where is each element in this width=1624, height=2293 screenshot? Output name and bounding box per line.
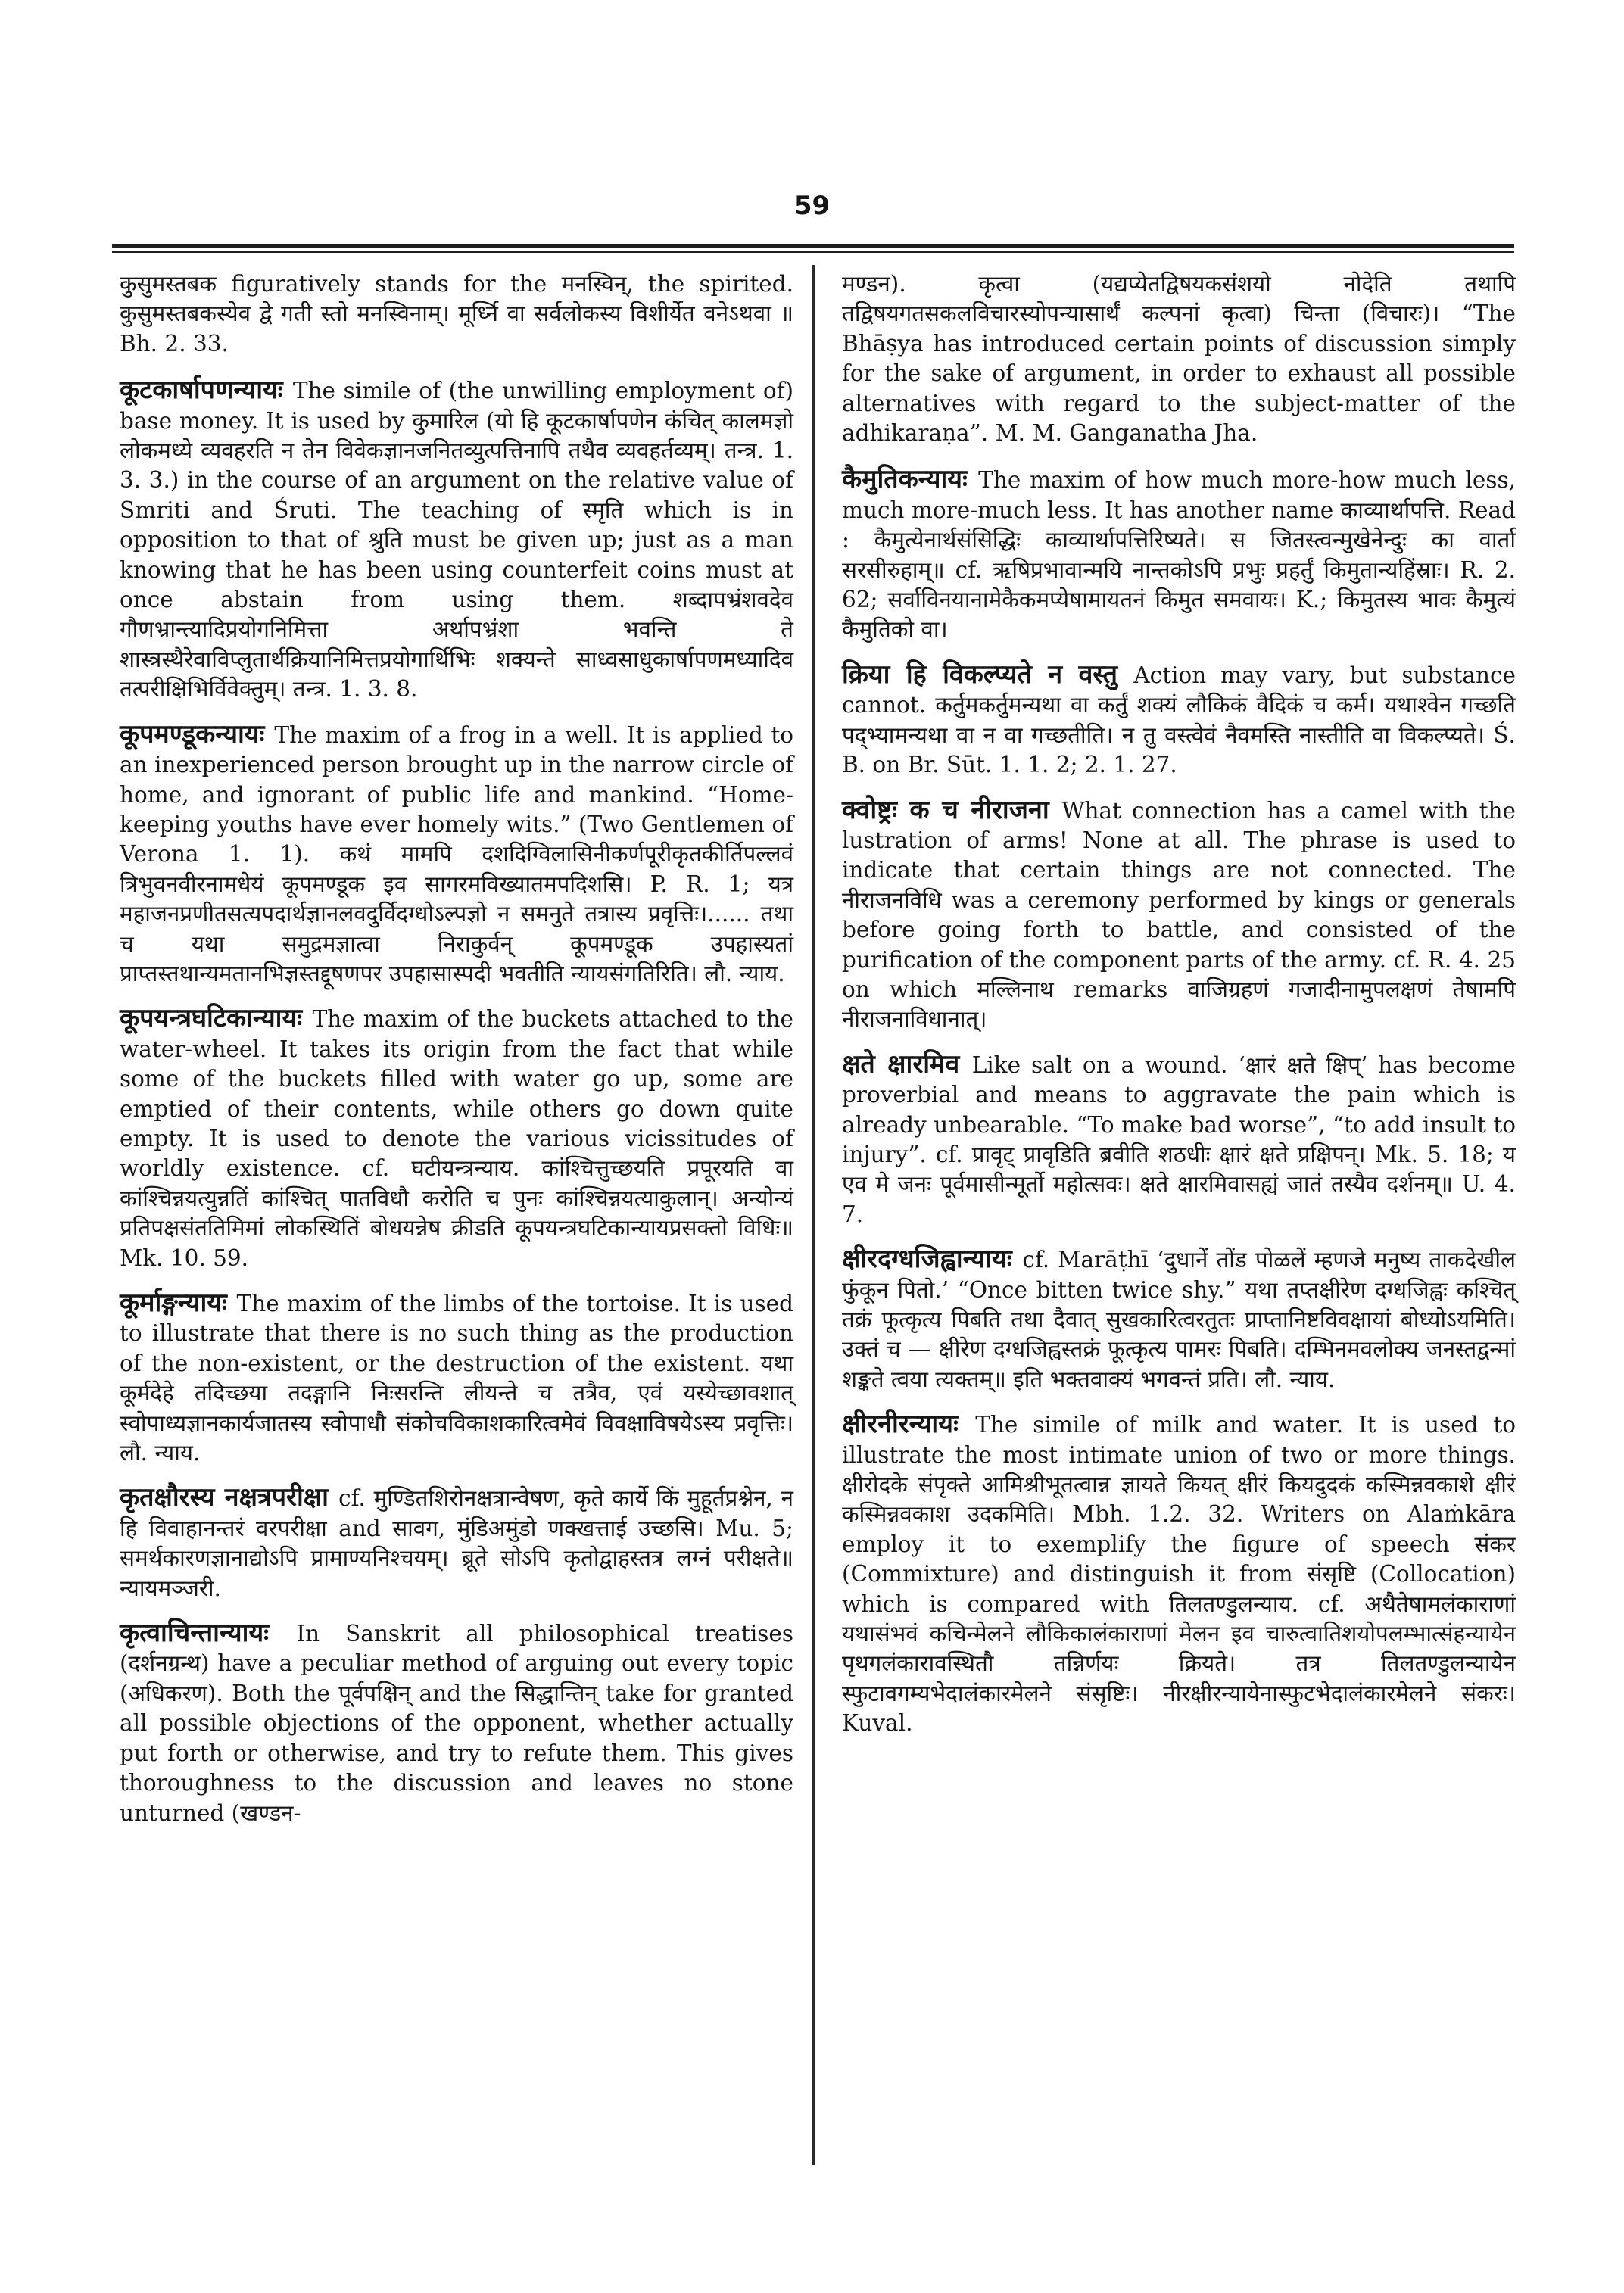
entry-continuation bbox=[120, 269, 793, 359]
dictionary-entry bbox=[842, 1410, 1516, 1738]
entry-text: मण्डन). कृत्वा (यद्यप्येतद्विषयकसंशयो नोदेति तथापि तद्विषयगतसकलविचारस्योपन्यासार्थं कल्पनां कृत्वा) चिन्ता (विचारः)। “The Bhāṣya has introduced certain points of discussion simply for the sake of argument, in order to exhaust all possible alternatives with regard to the subject-matter of the adhikaraṇa”. M. M. Ganganatha Jha. bbox=[842, 271, 1516, 447]
entry-headword: कैमुतिकन्यायः bbox=[842, 464, 979, 495]
entry-text: What connection has a camel with the lustration of arms! None at all. The phrase is used to indicate that certain things are not connected. The नीराजनविधि was a ceremony performed by kings or generals before going forth to battle, and consisted of the purification of the component parts of the army. cf. R. 4. 25 on which मल्लिनाथ remarks वाजिग्रहणं गजादीनामुपलक्षणं तेषामपि नीराजनाविधानात्। bbox=[842, 797, 1516, 1033]
entry-text: Like salt on a wound. ‘क्षारं क्षते क्षिप्’ has become proverbial and means to aggravate the pain which is already unbearable. “To make bad worse”, “to add insult to injury”. cf. प्रावृट् प्रावृडिति ब्रवीति शठधीः क्षारं क्षते प्रक्षिपन्। Mk. 5. 18; य एव मे जनः पूर्वमासीन्मूर्तो महोत्सवः। क्षते क्षारमिवासह्यं जातं तस्यैव दर्शनम्॥ U. 4. 7. bbox=[842, 1051, 1516, 1227]
entry-text: The maxim of how much more-how much less, much more-much less. It has another name काव्यार्थापत्ति. Read : कैमुत्येनार्थसंसिद्धिः काव्यार्थापत्तिरिष्यते। स जितस्त्वन्मुखेनेन्दुः का वार्ता सरसीरुहाम्॥ cf. ऋषिप्रभावान्मयि नान्तकोऽपि प्रभुः प्रहर्तुं किमुतान्यहिंस्राः। R. 2. 62; सर्वाविनयानामेकैकमप्येषामायतनं किमुत समवायः। K.; किमुतस्य भावः कैमुत्यं कैमुतिको वा। bbox=[842, 467, 1516, 643]
entry-headword: क्षीरनीरन्यायः bbox=[842, 1409, 976, 1440]
header-rule-thick bbox=[112, 244, 1514, 248]
entry-headword: कूर्माङ्गन्यायः bbox=[120, 1288, 237, 1318]
page-number: 59 bbox=[793, 191, 831, 221]
entry-text: The maxim of the limbs of the tortoise. It is used to illustrate that there is no such thing as the production of the non-existent, or the destruction of the existent. यथा कूर्मदेहे तदिच्छया तदङ्गानि निःसरन्ति लीयन्ते च तत्रैव, एवं यस्येच्छावशात् स्वोपाध्यज्ञानकार्यजातस्य स्वोपाधौ संकोचविकाशकारित्वमेवं विवक्षाविषयेऽस्य प्रवृत्तिः। लौ. न्याय. bbox=[120, 1291, 793, 1466]
entry-headword: कूटकार्षापणन्यायः bbox=[120, 375, 293, 406]
entry-headword: क्षते क्षारमिव bbox=[842, 1048, 972, 1080]
left-column bbox=[120, 269, 793, 1843]
entry-text: The maxim of a frog in a well. It is applied to an inexperienced person brought up in the narrow circle of home, and ignorant of public life and mankind. “Home-keeping youths have ever homely wits.” (Two Gentlemen of Verona 1. 1). कथं मामपि दशदिग्विलासिनीकर्णपूरीकृतकीर्तिपल्लवं त्रिभुवनवीरनामधेयं कूपमण्डूक इव सागरमविख्यातमपदिशसि। P. R. 1; यत्र महाजनप्रणीतसत्यपदार्थज्ञानलवदुर्विदग्धोऽल्पज्ञो न समनुते तत्रास्य प्रवृत्तिः।...... तथा च यथा समुद्रमज्ञात्वा निराकुर्वन् कूपमण्डूक उपहास्यतां प्राप्तस्तथान्यमतानभिज्ञस्तद्दूषणपर उपहासास्पदी भवतीति न्यायसंगतिरिति। लौ. न्याय. bbox=[120, 721, 793, 986]
dictionary-entry bbox=[120, 1288, 793, 1468]
entry-text: The maxim of the buckets attached to the water-wheel. It takes its origin from the fact that while some of the buckets filled with water go up, some are emptied of their contents, while others go down quite empty. It is used to denote the various vicissitudes of worldly existence. cf. घटीयन्त्रन्याय. कांश्चित्तुच्छयति प्रपूरयति वा कांश्चिन्नयत्युन्नतिं कांश्चित् पातविधौ करोति च पुनः कांश्चिन्नयत्याकुलान्। अन्योन्यं प्रतिपक्षसंततिमिमां लोकस्थितिं बोधयन्नेष क्रीडति कूपयन्त्रघटिकान्यायप्रसक्तो विधिः॥ Mk. 10. 59. bbox=[120, 1006, 793, 1271]
entry-continuation bbox=[842, 269, 1516, 448]
entry-text: The simile of (the unwilling employment of) base money. It is used by कुमारिल (यो हि कूटकार्षापणेन कंचित् कालमज्ञो लोकमध्ये व्यवहरति न तेन विवेकज्ञानजनितव्युत्पत्तिनापि तथैव व्यवहर्तव्यम्। तन्त्र. 1. 3. 3.) in the course of an argument on the relative value of Smriti and Śruti. The teaching of स्मृति which is in opposition to that of श्रुति must be given up; just as a man knowing that he has been using counterfeit coins must at once abstain from using them. शब्दापभ्रंशवदेव गौणभ्रान्त्यादिप्रयोगनिमित्ता अर्थापभ्रंशा भवन्ति ते शास्त्रस्थैरेवाविप्लुतार्थक्रियानिमित्तप्रयोगार्थिभिः शक्यन्ते साध्वसाधुकार्षापणमध्यादिव तत्परीक्षिभिर्विवेक्तुम्। तन्त्र. 1. 3. 8. bbox=[120, 378, 794, 703]
entry-headword: क्षीरदग्धजिह्वान्यायः bbox=[842, 1244, 1023, 1275]
entry-text: In Sanskrit all philosophical treatises (दर्शनग्रन्थ) have a peculiar method of arguing out every topic (अधिकरण). Both the पूर्वपक्षिन् and the सिद्धान्तिन् take for granted all possible objections of the opponent, whether actually put forth or otherwise, and try to refute them. This gives thoroughness to the discussion and leaves no stone unturned (खण्डन- bbox=[120, 1621, 793, 1826]
column-divider bbox=[812, 265, 815, 2165]
dictionary-entry bbox=[120, 1618, 793, 1828]
entry-headword: कृतक्षौरस्य नक्षत्रपरीक्षा bbox=[120, 1482, 339, 1513]
dictionary-entry bbox=[120, 375, 793, 704]
entry-headword: कृत्वाचिन्तान्यायः bbox=[120, 1618, 297, 1649]
dictionary-entry bbox=[120, 1483, 793, 1603]
entry-headword: कूपयन्त्रघटिकान्यायः bbox=[120, 1003, 313, 1034]
entry-text: cf. Marāṭhī ‘दुधानें तोंड पोळलें म्हणजे मनुष्य ताकदेखील फुंकून पितो.’ “Once bitten twice shy.” यथा तप्तक्षीरेण दग्धजिह्वः कश्चित् तक्रं फूत्कृत्य पिबति तथा दैवात् सुखकारित्वरतुतः प्राप्तानिष्टविवक्षायां बोध्योऽयमिति। उक्तं च — क्षीरेण दग्धजिह्वस्तक्रं फूत्कृत्य पामरः पिबति। दम्भिनमवलोक्य जनस्तद्वन्मां शङ्कते त्वया त्यक्तम्॥ इति भक्तवाक्यं भगवन्तं प्रति। लौ. न्याय. bbox=[842, 1247, 1516, 1392]
entry-headword: कूपमण्डूकन्यायः bbox=[120, 718, 275, 749]
dictionary-entry bbox=[120, 720, 793, 989]
entry-text: Action may vary, but substance cannot. कर्तुमकर्तुमन्यथा वा कर्तुं शक्यं लौकिकं वैदिकं च कर्म। यथाश्वेन गच्छति पद्भ्यामन्यथा वा न वा गच्छतीति। न तु वस्त्वेवं नैवमस्ति नास्तीति वा विकल्प्यते। Ś. B. on Br. Sūt. 1. 1. 2; 2. 1. 27. bbox=[842, 662, 1516, 778]
right-column bbox=[842, 269, 1516, 1754]
dictionary-entry bbox=[120, 1004, 793, 1273]
entry-headword: क्वोष्ट्रः क च नीराजना bbox=[842, 794, 1062, 825]
header-rule-thin bbox=[112, 251, 1514, 253]
dictionary-entry bbox=[842, 796, 1516, 1035]
dictionary-entry bbox=[842, 465, 1516, 644]
entry-text: cf. मुण्डितशिरोनक्षत्रान्वेषण, कृते कार्ये किं मुहूर्तप्रश्नेन, न हि विवाहानन्तरं वरपरीक्षा and सावग, मुंडिअमुंडो णक्खत्ताई उच्छसि। Mu. 5; समर्थकारणज्ञानाद्योऽपि प्रामाण्यनिश्चयम्। ब्रूते सोऽपि कृतोद्वाहस्तत्र लग्नं परीक्षते॥ न्यायमञ्जरी. bbox=[120, 1485, 793, 1601]
entry-headword: क्रिया हि विकल्प्यते न वस्तु bbox=[842, 659, 1134, 690]
dictionary-entry bbox=[842, 660, 1516, 780]
entry-text: कुसुमस्तबक figuratively stands for the मनस्विन्, the spirited. कुसुमस्तबकस्येव द्वे गती स्तो मनस्विनाम्। मूर्ध्नि वा सर्वलोकस्य विशीर्येत वनेऽथवा ॥ Bh. 2. 33. bbox=[120, 271, 793, 357]
dictionary-entry bbox=[842, 1245, 1516, 1394]
dictionary-entry bbox=[842, 1050, 1516, 1229]
entry-text: The simile of milk and water. It is used to illustrate the most intimate union of two or more things. क्षीरोदके संपृक्ते आमिश्रीभूतत्वान्न ज्ञायते कियत् क्षीरं कियदुदकं कस्मिन्नवकाशे क्षीरं कस्मिन्नवकाश उदकमिति। Mbh. 1.2. 32. Writers on Alaṁkāra employ it to exemplify the figure of speech संकर (Commixture) and distinguish it from संसृष्टि (Collocation) which is compared with तिलतण्डुलन्याय. cf. अथैतेषामलंकाराणां यथासंभवं कचिन्मेलने लौकिकालंकाराणां मेलन इव चारुत्वातिशयोपलम्भात्संहन्यायेन पृथगलंकारावस्थितौ तन्निर्णयः क्रियते। तत्र तिलतण्डुलन्यायेन स्फुटावगम्यभेदालंकारमेलने संसृष्टिः। नीरक्षीरन्यायेनास्फुटभेदालंकारमेलने संकरः। Kuval. bbox=[842, 1412, 1516, 1737]
